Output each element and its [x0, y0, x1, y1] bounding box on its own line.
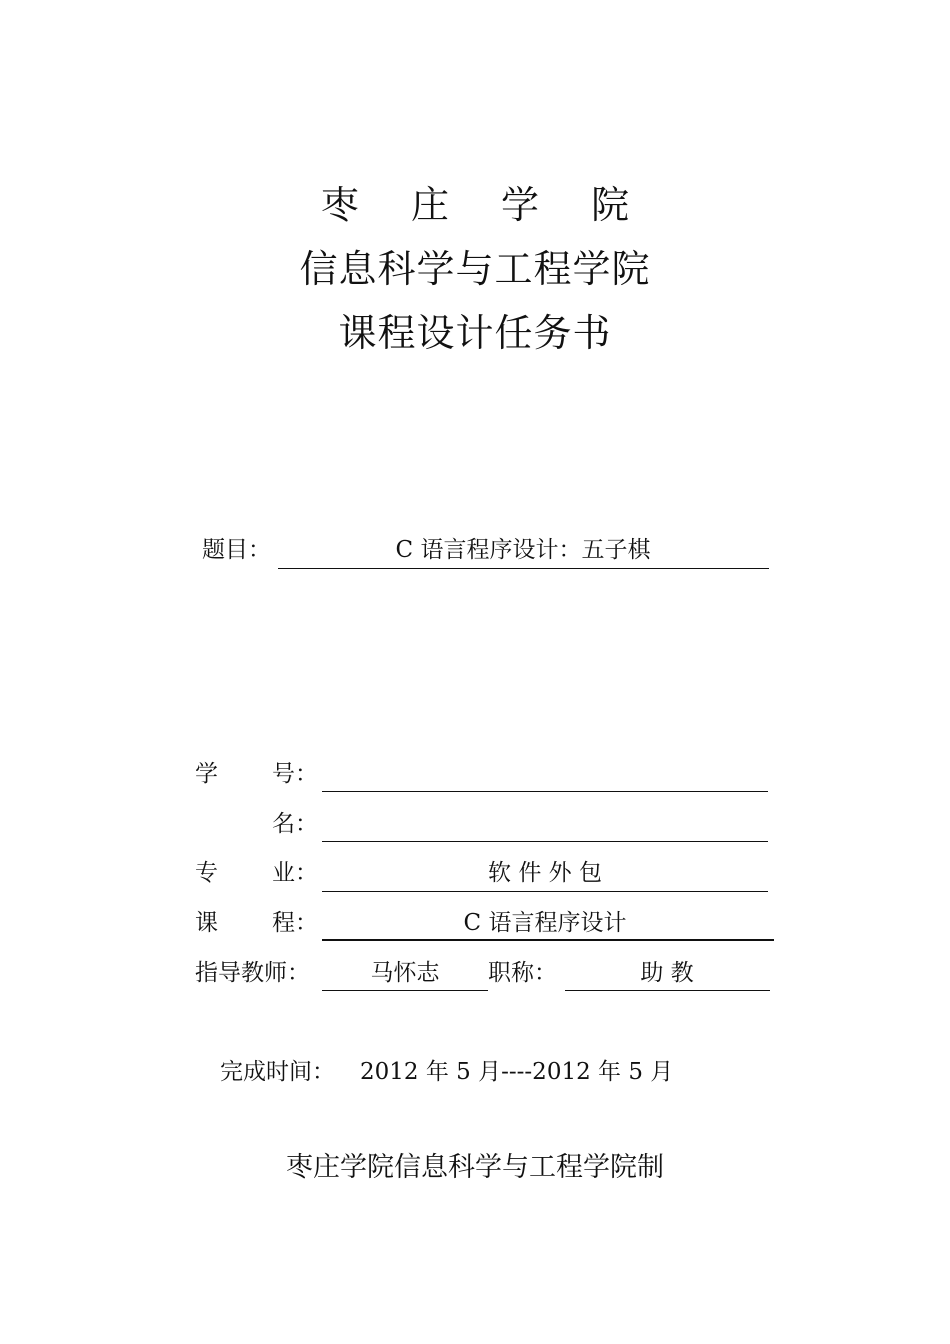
completion-label: 完成时间： [220, 1059, 335, 1085]
department-name: 信息科学与工程学院 [299, 247, 651, 291]
completion-value: 2012 年 5 月----2012 年 5 月 [360, 1059, 674, 1085]
advisor-underline [322, 990, 488, 991]
major-value: 软 件 外 包 [488, 860, 602, 886]
document-title: 课程设计任务书 [338, 311, 612, 355]
advisor-label: 指导教师： [195, 960, 310, 986]
major-underline [322, 891, 768, 892]
course-label-second: 程： [272, 910, 318, 936]
topic-label: 题目： [202, 537, 271, 563]
title-rank-underline [565, 990, 770, 991]
major-label-second: 业： [272, 860, 318, 886]
title-rank-value: 助 教 [640, 960, 694, 986]
course-underline [322, 939, 774, 941]
name-label-second: 名： [272, 811, 318, 837]
name-underline [322, 841, 768, 842]
title-rank-label: 职称： [488, 960, 557, 986]
course-label-first: 课 [195, 910, 218, 936]
topic-value: C 语言程序设计：五子棋 [395, 537, 651, 563]
student-id-label-second: 号： [272, 761, 318, 787]
school-name: 枣 庄 学 院 [320, 183, 650, 227]
course-value: C 语言程序设计 [463, 910, 627, 936]
major-label-first: 专 [195, 860, 218, 886]
student-id-underline [322, 791, 768, 792]
footer-institution: 枣庄学院信息科学与工程学院制 [286, 1152, 664, 1183]
advisor-value: 马怀志 [370, 960, 440, 986]
student-id-label-first: 学 [195, 761, 218, 787]
topic-underline [278, 568, 769, 569]
